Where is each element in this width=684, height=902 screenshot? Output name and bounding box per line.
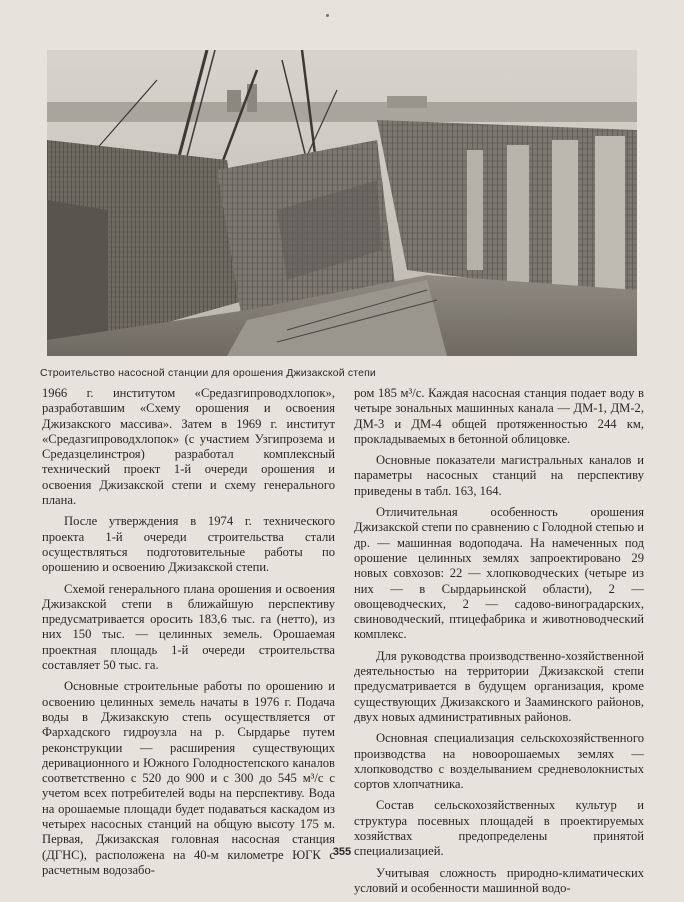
paragraph: Схемой генерального плана орошения и освоения Джизакской степи в ближайшую перспективу предусматривается оросить 183,6 тыс. га (нетто), из них 150 тыс. — целинных земель. Орошаемая проектная площадь 1-й очереди строительства составляет 50 тыс. га. xyxy=(42,581,335,673)
paragraph: Основные строительные работы по орошению и освоению целинных земель начаты в 1976 г. Подача воды в Джизакскую степь осуществляется от Фархадского гидроузла на р. Сырдарье путем реконструкции — расширения существующих деривационного и Южного Голодностепского каналов соответственно с 520 до 900 и с 300 до 545 м³/с с учетом всех потребителей воды на перспективу. Вода на орошаемые площади будет подаваться каскадом из четырех насосных станций на общую высоту 175 м. Первая, Джизакская головная насосная станция (ДГНС), расположена на 40-м километре ЮГК с расчетным водозабо- xyxy=(42,679,335,877)
page-number: 355 xyxy=(332,846,352,858)
paragraph: ром 185 м³/с. Каждая насосная станция подает воду в четыре зональных машинных канала — ДМ-1, ДМ-2, ДМ-3 и ДМ-4 общей протяженностью 244 км, прокладываемых в бетонной облицовке. xyxy=(354,386,644,446)
construction-site-photo-icon xyxy=(47,50,637,356)
construction-photo xyxy=(47,50,637,356)
text-column-left xyxy=(42,386,335,884)
paragraph: Основная специализация сельскохозяйственного производства на новоорошаемых землях — хлопководство с возделыванием средневолокнистых сортов хлопчатника. xyxy=(354,731,644,792)
paragraph: Учитывая сложность природно-климатических условий и особенности машинной водо- xyxy=(354,865,644,895)
paper-speck xyxy=(326,14,329,17)
paragraph: Основные показатели магистральных каналов и параметры насосных станций на перспективу приведены в табл. 163, 164. xyxy=(354,453,644,498)
paragraph: Для руководства производственно-хозяйственной деятельностью на территории Джизакской степи предусматривается в будущем организация, кроме существующих Джизакского и Зааминского районов, двух новых административных районов. xyxy=(354,648,644,724)
paragraph: 1966 г. институтом «Средазгипроводхлопок», разработавшим «Схему орошения и освоения Джизакского массива». Затем в 1969 г. институт «Средазгипроводхлопок» (с участием Узгипрозема и Средазцелинстроя) разработал комплексный технический проект 1-й очереди орошения и освоения Джизакской степи и схему генерального плана. xyxy=(42,386,335,508)
paragraph: Состав сельскохозяйственных культур и структура посевных площадей в проектируемых хозяйствах предопределены принятой специализацией. xyxy=(354,798,644,859)
paragraph: После утверждения в 1974 г. технического проекта 1-й очереди строительства стали осуществляться подготовительные работы по орошению и освоению Джизакской степи. xyxy=(42,514,335,575)
text-column-right xyxy=(354,386,644,902)
figure-caption: Строительство насосной станции для орошения Джизакской степи xyxy=(40,367,376,379)
paragraph: Отличительная особенность орошения Джизакской степи по сравнению с Голодной степью и др. — машинная водоподача. На намеченных под орошение целинных землях запроектировано 29 новых совхозов: 22 — хлопководческих (четыре из них — в Сырдарьинской области), 2 — овощеводческих, 2 — садово-виноградарских, свиноводческий, птицефабрика и животноводческий комплекс. xyxy=(354,505,644,642)
